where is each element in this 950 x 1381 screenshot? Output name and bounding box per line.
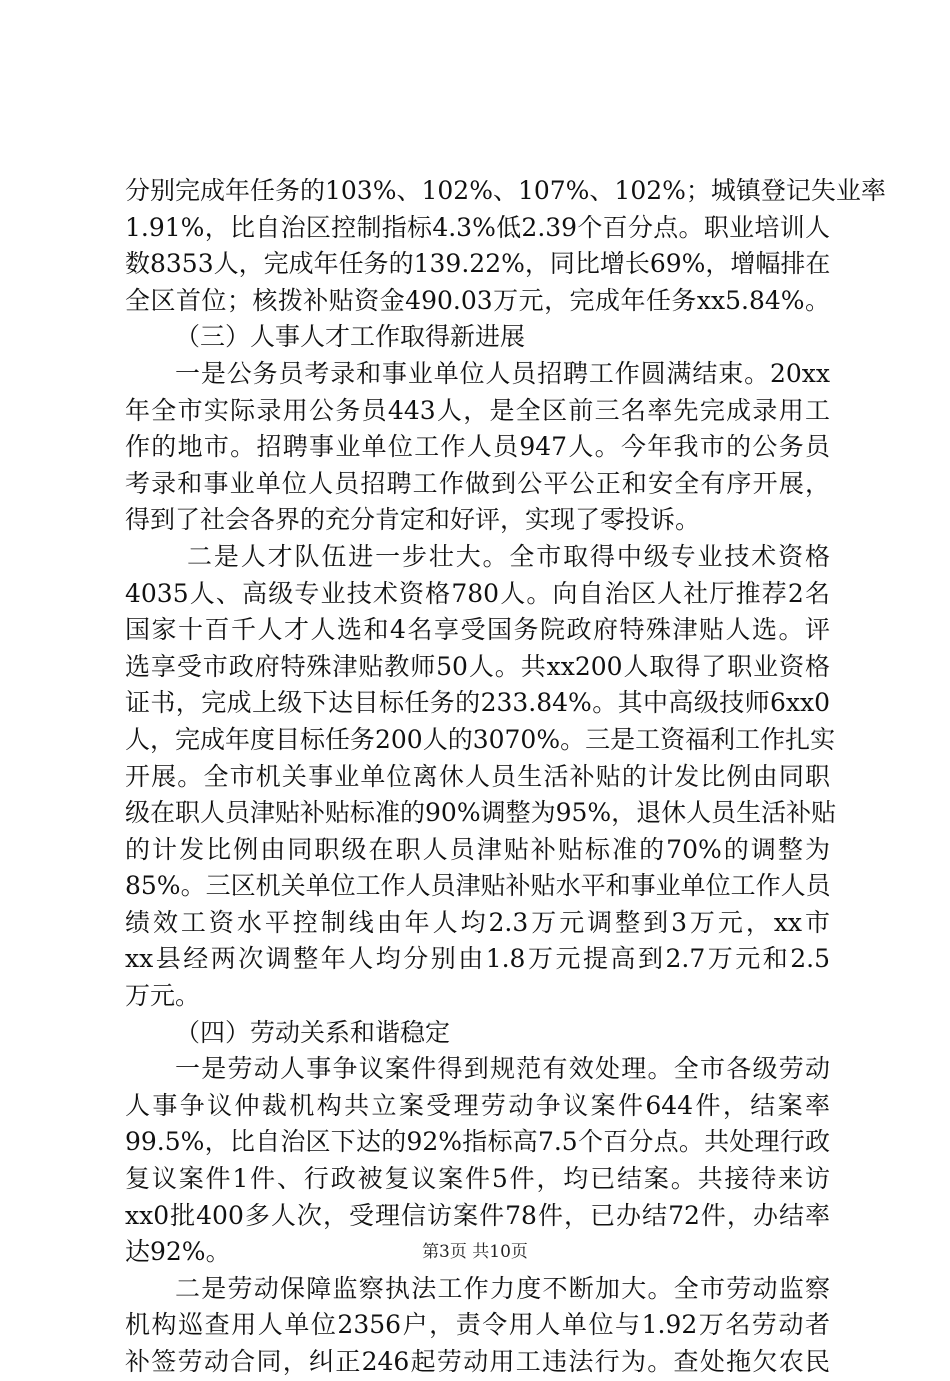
section-heading-3: （三）人事人才工作取得新进展 (175, 322, 526, 352)
text-line: 的计发比例由同职级在职人员津贴补贴标准的70%的调整为 (125, 834, 830, 864)
text-line: 1.91%，比自治区控制指标4.3%低2.39个百分点。职业培训人 (125, 212, 830, 242)
text-line: 级在职人员津贴补贴标准的90%调整为95%，退休人员生活补贴 (125, 798, 837, 828)
text-line: 4035人、高级专业技术资格780人。向自治区人社厅推荐2名 (125, 578, 830, 608)
text-line: 年全市实际录用公务员443人，是全区前三名率先完成录用工 (125, 395, 830, 425)
text-line: 考录和事业单位人员招聘工作做到公平公正和安全有序开展， (125, 468, 830, 498)
text-line: 开展。全市机关事业单位离休人员生活补贴的计发比例由同职 (125, 761, 830, 791)
text-line: 人事争议仲裁机构共立案受理劳动争议案件644件，结案率 (125, 1090, 830, 1120)
text-line: 数8353人，完成年任务的139.22%，同比增长69%，增幅排在 (125, 249, 831, 279)
text-line: 绩效工资水平控制线由年人均2.3万元调整到3万元，xx市 (125, 907, 830, 937)
text-line: 万元。 (125, 981, 201, 1011)
text-line: 选享受市政府特殊津贴教师50人。共xx200人取得了职业资格 (125, 651, 830, 681)
text-line: 一是公务员考录和事业单位人员招聘工作圆满结束。20xx (175, 358, 830, 388)
text-line: 国家十百千人才人选和4名享受国务院政府特殊津贴人选。评 (125, 615, 830, 645)
text-line: 得到了社会各界的充分肯定和好评，实现了零投诉。 (125, 505, 701, 535)
text-line: 99.5%，比自治区下达的92%指标高7.5个百分点。共处理行政 (125, 1127, 830, 1157)
text-line: 复议案件1件、行政被复议案件5件，均已结案。共接待来访 (125, 1164, 830, 1194)
text-line: 人，完成年度目标任务200人的3070%。三是工资福利工作扎实 (125, 724, 836, 754)
text-line: xx0批400多人次，受理信访案件78件，已办结72件，办结率 (125, 1200, 830, 1230)
text-line: 作的地市。招聘事业单位工作人员947人。今年我市的公务员 (125, 432, 830, 462)
text-line: 补签劳动合同，纠正246起劳动用工违法行为。查处拖欠农民 (125, 1347, 830, 1376)
text-line: 达92%。 (125, 1237, 231, 1267)
text-line: 一是劳动人事争议案件得到规范有效处理。全市各级劳动 (175, 1054, 830, 1084)
page-footer: 第3页 共10页 (422, 1242, 528, 1262)
text-line: 二是人才队伍进一步壮大。全市取得中级专业技术资格 (187, 541, 830, 571)
text-line: 85%。三区机关单位工作人员津贴补贴水平和事业单位工作人员 (125, 871, 831, 901)
text-line: 机构巡查用人单位2356户，责令用人单位与1.92万名劳动者 (125, 1310, 830, 1340)
document-body (125, 173, 886, 1381)
text-line: 分别完成年任务的103%、102%、107%、102%；城镇登记失业率 (125, 176, 886, 205)
text-line: xx县经两次调整年人均分别由1.8万元提高到2.7万元和2.5 (125, 944, 830, 974)
text-line: 全区首位；核拨补贴资金490.03万元，完成年任务xx5.84%。 (125, 285, 830, 315)
section-heading-4: （四）劳动关系和谐稳定 (175, 1017, 451, 1047)
text-line: 二是劳动保障监察执法工作力度不断加大。全市劳动监察 (175, 1273, 830, 1303)
text-line: 证书，完成上级下达目标任务的233.84%。其中高级技师6xx0 (125, 688, 830, 718)
